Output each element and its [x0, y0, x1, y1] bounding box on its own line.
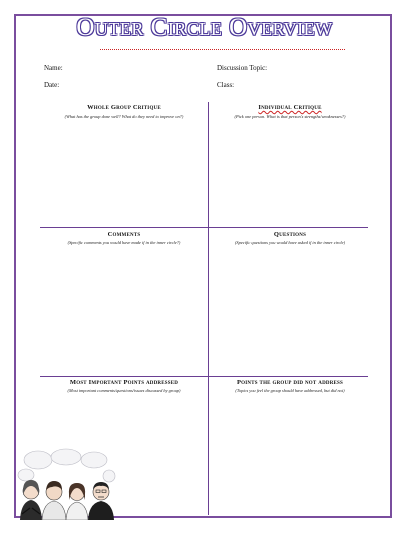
points-not-addressed-heading: Points the group did not address — [236, 379, 343, 386]
worksheet-page — [14, 14, 392, 518]
points-not-addressed-instructions: (Topics you feel the group should have addressed, but did not) — [235, 388, 345, 393]
individual-critique-heading: Individual Critique — [258, 104, 322, 111]
questions-heading: Questions — [273, 231, 307, 238]
class-label: Class: — [217, 81, 235, 89]
name-label: Name: — [44, 64, 63, 72]
whole-group-critique-instructions: (What has the group done well? What do they need to improve on?) — [64, 114, 184, 119]
discussion-topic-label: Discussion Topic: — [217, 64, 268, 72]
most-important-points-heading: Most Important Points addressed — [69, 379, 179, 386]
date-label: Date: — [44, 81, 60, 89]
horizontal-divider-1 — [40, 227, 368, 228]
vertical-divider — [208, 102, 209, 515]
horizontal-divider-2 — [40, 376, 368, 377]
individual-critique-instructions: (Pick one person. What is that person's strengths/weaknesses?) — [234, 114, 346, 119]
comments-heading: Comments — [107, 231, 141, 238]
most-important-points-instructions: (Most important comments/questions/issues discussed by group) — [67, 388, 181, 393]
comments-instructions: (Specific comments you would have made if in the inner circle?) — [67, 240, 181, 245]
whole-group-critique-heading: Whole Group Critique — [87, 104, 161, 111]
page-title: Outer Circle Overview — [76, 14, 333, 41]
questions-instructions: (Specific questions you would have asked if in the inner circle) — [234, 240, 346, 245]
spellcheck-underline — [100, 47, 345, 50]
people-talking-icon — [16, 448, 116, 520]
